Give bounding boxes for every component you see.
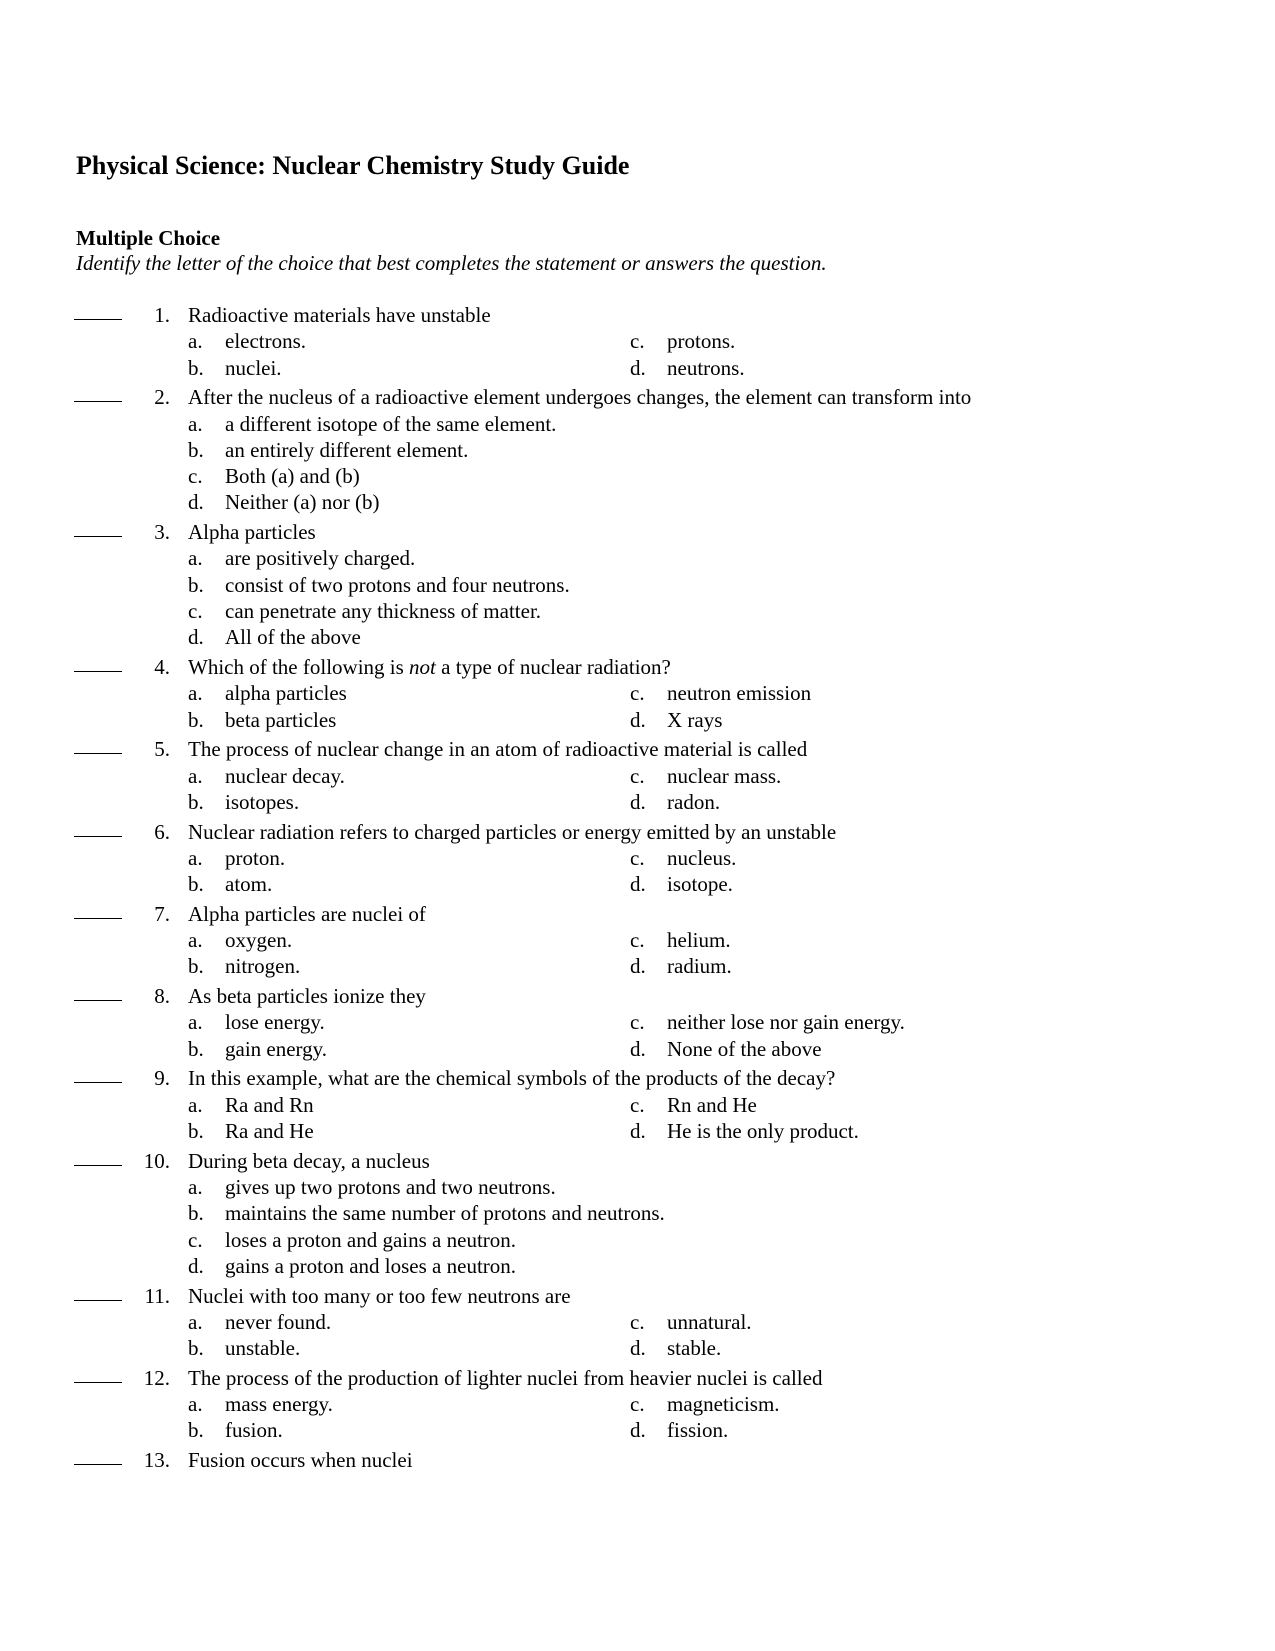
choice-letter: d. [630, 1418, 646, 1443]
question-item [0, 1365, 1275, 1447]
choice-row [0, 789, 1275, 815]
choice-text: magneticism. [667, 1392, 780, 1417]
choice-text: Ra and He [225, 1119, 314, 1144]
choice-row [0, 572, 1275, 598]
question-item [0, 1065, 1275, 1147]
choice-row [0, 411, 1275, 437]
choice-row [0, 763, 1275, 789]
choice-letter: a. [188, 845, 203, 870]
question-stem-line [0, 901, 1275, 927]
choice-text: nuclei. [225, 355, 282, 380]
choice-text: Both (a) and (b) [225, 464, 360, 489]
choice-letter: b. [188, 437, 204, 462]
question-stem-line [0, 654, 1275, 680]
question-stem-line [0, 1365, 1275, 1391]
question-stem-line [0, 302, 1275, 328]
choice-letter: c. [630, 1392, 645, 1417]
question-item [0, 736, 1275, 818]
choice-text: gives up two protons and two neutrons. [225, 1175, 556, 1200]
question-number: 5. [154, 737, 170, 762]
choice-text: proton. [225, 845, 286, 870]
answer-blank[interactable] [74, 1065, 122, 1083]
choice-letter: c. [188, 599, 203, 624]
choice-text: X rays [667, 707, 723, 732]
choice-text: neutron emission [667, 681, 812, 706]
choice-letter: d. [630, 1336, 646, 1361]
choice-text: Ra and Rn [225, 1092, 314, 1117]
question-number: 11. [144, 1283, 170, 1308]
question-text-part: Nuclei with too many or too few neutrons are [188, 1283, 571, 1308]
choice-row [0, 680, 1275, 706]
question-number: 3. [154, 520, 170, 545]
question-stem-line [0, 1148, 1275, 1174]
choice-letter: c. [630, 681, 645, 706]
question-number: 12. [143, 1365, 170, 1390]
choice-text: never found. [225, 1309, 332, 1334]
question-stem-line [0, 519, 1275, 545]
choice-letter: b. [188, 572, 204, 597]
question-text [188, 1365, 822, 1391]
choice-row [0, 1391, 1275, 1417]
question-text-part: Alpha particles are nuclei of [188, 901, 426, 926]
choice-text: Rn and He [667, 1092, 757, 1117]
question-text-part: The process of the production of lighter nuclei from heavier nuclei is called [188, 1365, 823, 1390]
question-number: 1. [154, 303, 170, 327]
choice-text: unstable. [225, 1336, 301, 1361]
choice-letter: c. [630, 1010, 645, 1035]
answer-blank[interactable] [74, 1148, 122, 1166]
choice-text: maintains the same number of protons and neutrons. [225, 1201, 665, 1226]
choice-row [0, 1036, 1275, 1062]
choice-letter: a. [188, 411, 203, 436]
choice-text: atom. [225, 872, 273, 897]
choice-text: He is the only product. [667, 1119, 859, 1144]
answer-blank[interactable] [74, 901, 122, 919]
choice-text: None of the above [667, 1036, 822, 1061]
answer-blank[interactable] [74, 1447, 122, 1465]
question-stem-line [0, 819, 1275, 845]
question-stem-line [0, 1065, 1275, 1091]
question-text-part: The process of nuclear change in an atom of radioactive material is called [188, 737, 808, 762]
choice-letter: b. [188, 954, 204, 979]
choice-row [0, 1174, 1275, 1200]
choice-letter: d. [630, 355, 646, 380]
question-item [0, 819, 1275, 901]
choice-text: alpha particles [225, 681, 347, 706]
choice-row [0, 707, 1275, 733]
question-item [0, 384, 1275, 519]
choice-letter: c. [630, 845, 645, 870]
choice-letter: a. [188, 329, 203, 354]
choice-row [0, 1200, 1275, 1226]
answer-blank[interactable] [74, 302, 122, 320]
choice-row [0, 328, 1275, 354]
choice-text: unnatural. [667, 1309, 752, 1334]
choice-letter: d. [630, 789, 646, 814]
question-spacer [0, 1473, 1275, 1476]
choice-text: radon. [667, 789, 721, 814]
choice-text: oxygen. [225, 928, 293, 953]
choice-letter: d. [630, 707, 646, 732]
choice-row [0, 437, 1275, 463]
question-text [188, 901, 426, 927]
choice-letter: b. [188, 707, 204, 732]
choice-text: helium. [667, 928, 731, 953]
choice-letter: a. [188, 681, 203, 706]
question-item [0, 901, 1275, 983]
choice-row [0, 953, 1275, 979]
choice-text: stable. [667, 1336, 722, 1361]
answer-blank[interactable] [74, 819, 122, 837]
question-text [188, 1148, 430, 1174]
question-number: 9. [154, 1066, 170, 1091]
choice-letter: b. [188, 1036, 204, 1061]
question-text [188, 1283, 571, 1309]
question-text-part: During beta decay, a nucleus [188, 1148, 430, 1173]
question-text [188, 819, 836, 845]
choice-letter: b. [188, 1119, 204, 1144]
choice-text: gains a proton and loses a neutron. [225, 1253, 517, 1278]
choice-letter: b. [188, 1201, 204, 1226]
choice-letter: d. [188, 625, 204, 650]
answer-blank[interactable] [74, 1365, 122, 1383]
choice-row [0, 489, 1275, 515]
choice-text: neither lose nor gain energy. [667, 1010, 905, 1035]
choice-text: isotopes. [225, 789, 300, 814]
question-number: 7. [154, 901, 170, 926]
choice-text: a different isotope of the same element. [225, 411, 557, 436]
choice-letter: c. [630, 329, 645, 354]
choice-letter: c. [188, 464, 203, 489]
question-text-part: Fusion occurs when nuclei [188, 1448, 413, 1473]
choice-text: lose energy. [225, 1010, 325, 1035]
choice-letter: d. [630, 1036, 646, 1061]
question-text [188, 983, 426, 1009]
choice-row [0, 1335, 1275, 1361]
question-text-part: a type of nuclear radiation? [435, 655, 671, 680]
choice-text: isotope. [667, 872, 733, 897]
question-text [188, 736, 807, 762]
choice-text: fusion. [225, 1418, 283, 1443]
question-item [0, 654, 1275, 736]
choice-letter: a. [188, 1175, 203, 1200]
choice-text: are positively charged. [225, 546, 416, 571]
choice-letter: a. [188, 1010, 203, 1035]
choice-letter: d. [630, 1119, 646, 1144]
choice-row [0, 463, 1275, 489]
question-stem-line [0, 983, 1275, 1009]
choice-letter: a. [188, 928, 203, 953]
question-item [0, 983, 1275, 1065]
choice-text: nucleus. [667, 845, 737, 870]
choice-row [0, 1253, 1275, 1279]
choice-letter: c. [188, 1227, 203, 1252]
choice-letter: b. [188, 355, 204, 380]
question-text-part: Alpha particles [188, 520, 316, 545]
choice-letter: d. [630, 872, 646, 897]
answer-blank[interactable] [74, 736, 122, 754]
choice-letter: d. [630, 954, 646, 979]
choice-letter: b. [188, 1418, 204, 1443]
answer-blank[interactable] [74, 654, 122, 672]
choice-text: neutrons. [667, 355, 745, 380]
section-heading: Multiple Choice [76, 226, 221, 250]
choice-row [0, 624, 1275, 650]
choice-text: fission. [667, 1418, 729, 1443]
question-number: 4. [154, 655, 170, 680]
choice-row [0, 1118, 1275, 1144]
question-stem-line [0, 384, 1275, 410]
choice-letter: b. [188, 789, 204, 814]
answer-blank[interactable] [74, 983, 122, 1001]
choice-row [0, 1309, 1275, 1335]
instructions-text: Identify the letter of the choice that best completes the statement or answers the question. [76, 251, 827, 275]
question-stem-line [0, 1447, 1275, 1473]
choice-letter: c. [630, 1092, 645, 1117]
question-number: 13. [143, 1448, 170, 1473]
question-number: 6. [154, 819, 170, 844]
question-text [188, 1065, 835, 1091]
question-text-part: As beta particles ionize they [188, 984, 426, 1009]
question-text-part: Radioactive materials have unstable [188, 303, 491, 327]
choice-text: nuclear mass. [667, 763, 782, 788]
choice-letter: c. [630, 763, 645, 788]
answer-blank[interactable] [74, 519, 122, 537]
choice-letter: b. [188, 1336, 204, 1361]
choice-letter: a. [188, 1309, 203, 1334]
question-item [0, 1283, 1275, 1365]
answer-blank[interactable] [74, 384, 122, 402]
question-text [188, 654, 671, 680]
choice-row [0, 845, 1275, 871]
choice-row [0, 927, 1275, 953]
choice-letter: d. [188, 1253, 204, 1278]
choice-row [0, 871, 1275, 897]
choice-text: an entirely different element. [225, 437, 469, 462]
choice-text: All of the above [225, 625, 361, 650]
choice-letter: c. [630, 1309, 645, 1334]
choice-letter: b. [188, 872, 204, 897]
question-text-part: Which of the following is [188, 655, 410, 680]
choice-letter: a. [188, 1392, 203, 1417]
question-number: 8. [154, 984, 170, 1009]
question-list [0, 302, 1275, 1477]
question-item [0, 519, 1275, 654]
question-text [188, 384, 971, 410]
choice-text: nitrogen. [225, 954, 301, 979]
choice-row [0, 598, 1275, 624]
choice-text: loses a proton and gains a neutron. [225, 1227, 517, 1252]
choice-text: mass energy. [225, 1392, 333, 1417]
choice-row [0, 355, 1275, 381]
question-number: 10. [143, 1148, 170, 1173]
choice-letter: a. [188, 546, 203, 571]
question-stem-line [0, 1283, 1275, 1309]
emphasis-text: not [409, 655, 436, 680]
question-item [0, 1148, 1275, 1283]
question-text-part: After the nucleus of a radioactive element undergoes changes, the element can transform into [188, 385, 972, 410]
choice-text: can penetrate any thickness of matter. [225, 599, 542, 624]
choice-row [0, 1417, 1275, 1443]
choice-letter: d. [188, 490, 204, 515]
question-stem-line [0, 736, 1275, 762]
question-text-part: Nuclear radiation refers to charged particles or energy emitted by an unstable [188, 819, 837, 844]
choice-row [0, 1227, 1275, 1253]
choice-letter: c. [630, 928, 645, 953]
choice-row [0, 545, 1275, 571]
choice-row [0, 1092, 1275, 1118]
choice-text: beta particles [225, 707, 337, 732]
choice-text: gain energy. [225, 1036, 328, 1061]
choice-text: radium. [667, 954, 732, 979]
question-text [188, 519, 316, 545]
question-text-part: In this example, what are the chemical symbols of the products of the decay? [188, 1066, 836, 1091]
choice-text: consist of two protons and four neutrons. [225, 572, 570, 597]
choice-letter: a. [188, 763, 203, 788]
question-item [0, 1447, 1275, 1477]
choice-text: Neither (a) nor (b) [225, 490, 380, 515]
choice-text: electrons. [225, 329, 307, 354]
page-title: Physical Science: Nuclear Chemistry Study Guide [76, 151, 630, 180]
choice-letter: a. [188, 1092, 203, 1117]
choice-row [0, 1009, 1275, 1035]
answer-blank[interactable] [74, 1283, 122, 1301]
choice-text: protons. [667, 329, 736, 354]
question-item [0, 302, 1275, 384]
choice-text: nuclear decay. [225, 763, 345, 788]
question-text [188, 1447, 413, 1473]
question-number: 2. [154, 385, 170, 410]
question-text [188, 302, 491, 328]
